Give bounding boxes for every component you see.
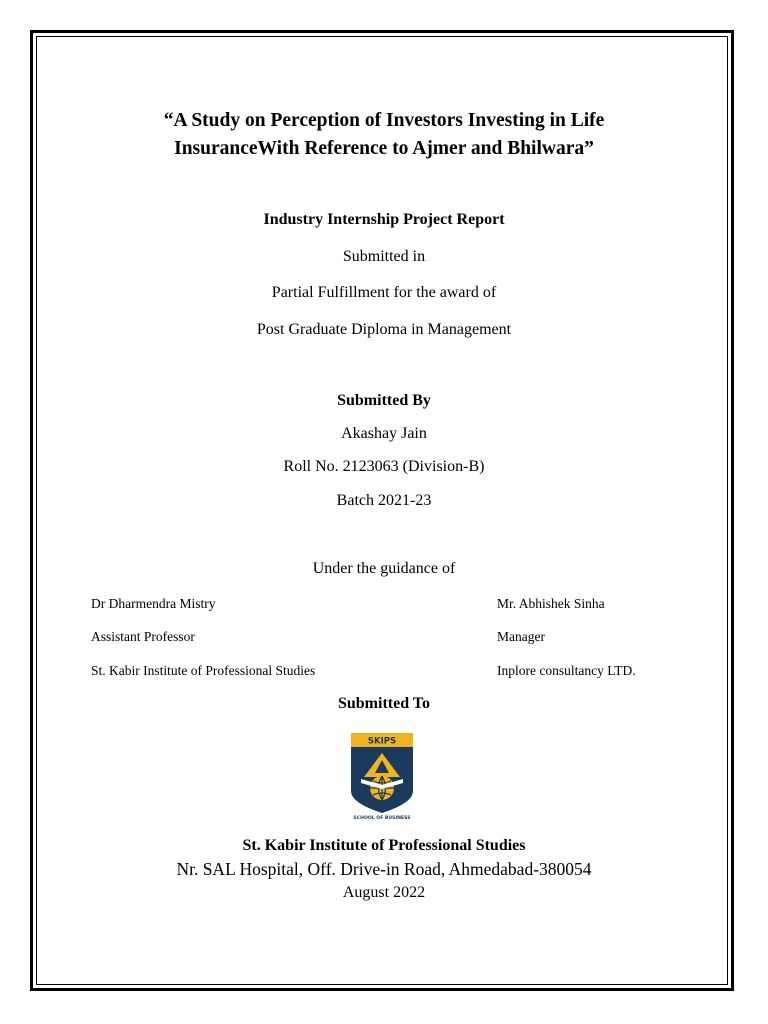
program-name: Post Graduate Diploma in Management (256, 321, 512, 338)
industry-guide-designation: Manager (497, 629, 545, 644)
batch: Batch 2021-23 (336, 492, 432, 509)
faculty-guide-name: Dr Dharmendra Mistry (91, 596, 216, 611)
logo-subtext: SCHOOL OF BUSINESS (353, 816, 411, 821)
submission-date: August 2022 (342, 884, 426, 901)
submitted-to-heading: Submitted To (337, 695, 431, 712)
industry-guide-org: Inplore consultancy LTD. (497, 663, 636, 678)
title-line-1: “A Study on Perception of Investors Investing in Life (163, 110, 605, 131)
submitted-by-heading: Submitted By (337, 392, 431, 409)
faculty-guide-org: St. Kabir Institute of Professional Studies (91, 663, 316, 678)
student-name: Akashay Jain (341, 425, 427, 442)
report-type: Industry Internship Project Report (263, 211, 505, 228)
guidance-heading: Under the guidance of (312, 560, 456, 577)
institute-name: St. Kabir Institute of Professional Studies (242, 837, 526, 854)
skips-logo (347, 733, 421, 821)
roll-number: Roll No. 2123063 (Division-B) (283, 458, 485, 475)
faculty-guide-designation: Assistant Professor (91, 629, 195, 644)
submitted-in: Submitted in (342, 248, 426, 265)
logo-text: SKIPS (367, 736, 397, 747)
industry-guide-name: Mr. Abhishek Sinha (497, 596, 605, 611)
fulfillment-text: Partial Fulfillment for the award of (271, 284, 497, 301)
institute-address: Nr. SAL Hospital, Off. Drive-in Road, Ahmedabad-380054 (176, 859, 592, 879)
title-line-2: InsuranceWith Reference to Ajmer and Bhilwara” (174, 138, 594, 159)
